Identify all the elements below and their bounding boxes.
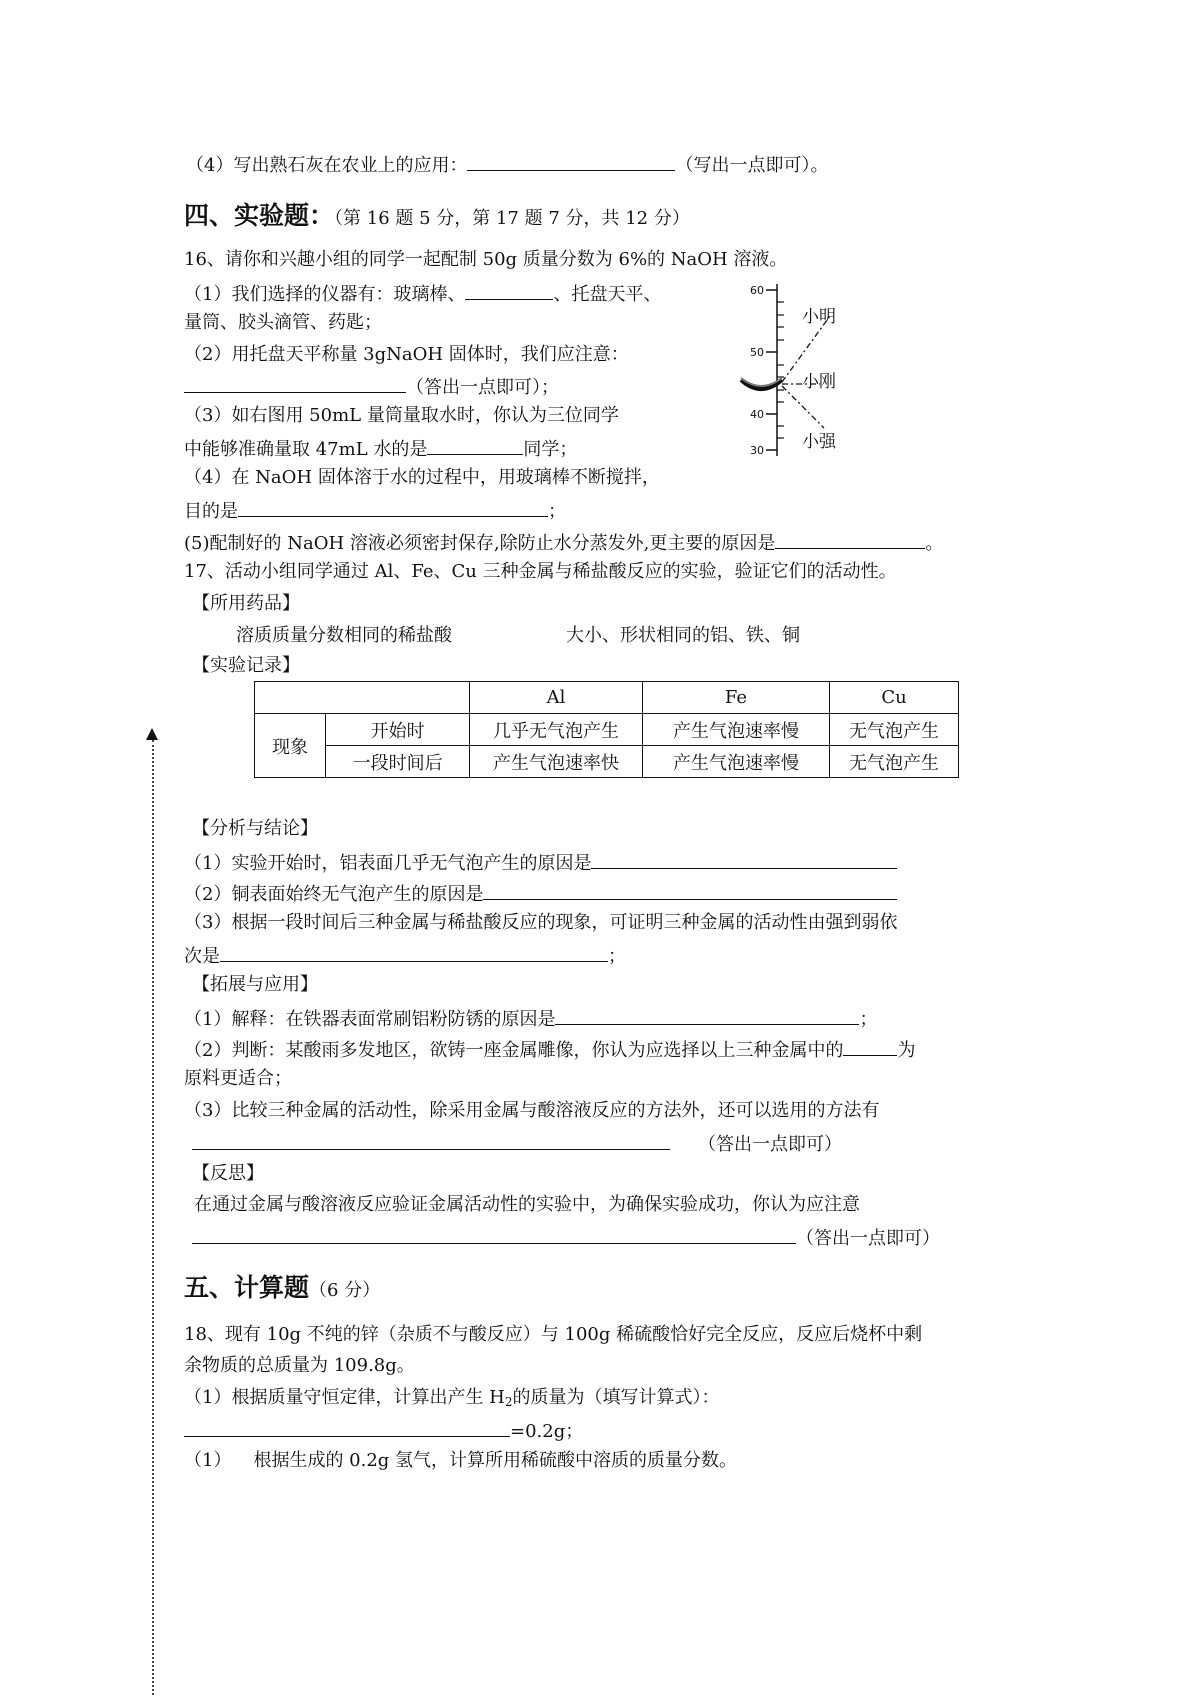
q17-reflect-1: 在通过金属与酸溶液反应验证金属活动性的实验中，为确保实验成功，你认为应注意 <box>194 1194 860 1215</box>
answer-blank[interactable] <box>427 435 523 455</box>
label-xiaogang: 小刚 <box>802 372 836 392</box>
table-cell: 无气泡产生 <box>830 714 959 746</box>
q18-part1: （1）根据质量守恒定律，计算出产生 $H_2$的质量为（填写计算式）： <box>184 1387 720 1409</box>
q16-part2-cont: （答出一点即可）； <box>184 373 559 400</box>
q18-intro: 18、现有 10g 不纯的锌（杂质不与酸反应）与 100g 稀硫酸恰好完全反应，反应后烧杯中剩 <box>184 1324 923 1345</box>
q16-part2: （2）用托盘天平称量 3gNaOH 固体时，我们应注意： <box>184 344 629 365</box>
q17-record-title: 【实验记录】 <box>192 655 300 676</box>
answer-blank[interactable] <box>238 497 548 517</box>
q17-reflect-title: 【反思】 <box>192 1163 264 1184</box>
answer-blank[interactable] <box>555 1005 859 1025</box>
table-row <box>255 746 959 778</box>
table-cell: 产生气泡速率快 <box>470 746 643 778</box>
label-xiaoming: 小明 <box>802 307 836 327</box>
sight-line-bottom <box>782 386 824 428</box>
table-cell: 无气泡产生 <box>830 746 959 778</box>
table-header-cu: Cu <box>830 682 959 714</box>
q17-reflect-2: （答出一点即可） <box>192 1224 940 1251</box>
q16-intro: 16、请你和兴趣小组的同学一起配制 50g 质量分数为 6%的 NaOH 溶液。 <box>184 249 788 270</box>
q17-analysis-3-cont: 次是 ； <box>184 942 626 969</box>
table-cell: 几乎无气泡产生 <box>470 714 643 746</box>
q15-part4: （4）写出熟石灰在农业上的应用： （写出一点即可）。 <box>186 151 828 178</box>
answer-blank[interactable] <box>775 529 925 549</box>
answer-blank[interactable] <box>220 942 608 962</box>
table-row-time: 开始时 <box>326 714 470 746</box>
q17-drug1: 溶质质量分数相同的稀盐酸 <box>236 625 452 646</box>
q16-part1-cont: 量筒、胶头滴管、药匙； <box>184 312 382 333</box>
q18-intro-cont: 余物质的总质量为 109.8g。 <box>184 1355 415 1376</box>
measuring-cylinder-figure <box>738 276 888 466</box>
tick-label-50: 50 <box>750 346 764 359</box>
table-header-fe: Fe <box>643 682 830 714</box>
q17-analysis-title: 【分析与结论】 <box>192 818 318 839</box>
table-header-row <box>255 682 959 714</box>
q17-drugs-title: 【所用药品】 <box>192 593 300 614</box>
answer-blank[interactable] <box>591 849 897 869</box>
q18-part2: （1） 根据生成的 0.2g 氢气，计算所用稀硫酸中溶质的质量分数。 <box>184 1450 738 1471</box>
q17-analysis-2: （2）铜表面始终无气泡产生的原因是 <box>184 880 897 907</box>
margin-arrow-icon <box>146 728 158 740</box>
tick-label-60: 60 <box>750 284 764 297</box>
q17-drug2: 大小、形状相同的铝、铁、铜 <box>566 625 800 646</box>
binding-line <box>152 740 154 1695</box>
q16-part1: （1）我们选择的仪器有：玻璃棒、 、托盘天平、 <box>184 280 661 307</box>
q16-part3: （3）如右图用 50mL 量筒量取水时，你认为三位同学 <box>184 405 619 426</box>
table-row <box>255 714 959 746</box>
answer-blank[interactable] <box>184 1417 510 1437</box>
q17-ext-1: （1）解释：在铁器表面常刷铝粉防锈的原因是 ； <box>184 1005 877 1032</box>
label-xiaoqiang: 小强 <box>802 432 836 452</box>
q17-ext-3-cont: （答出一点即可） <box>192 1130 842 1157</box>
answer-blank[interactable] <box>483 880 897 900</box>
q17-analysis-3: （3）根据一段时间后三种金属与稀盐酸反应的现象，可证明三种金属的活动性由强到弱依 <box>184 912 898 933</box>
answer-blank[interactable] <box>192 1224 796 1244</box>
q17-ext-2-cont: 原料更适合； <box>184 1068 292 1089</box>
table-cell: 产生气泡速率慢 <box>643 714 830 746</box>
q17-ext-3: （3）比较三种金属的活动性，除采用金属与酸溶液反应的方法外，还可以选用的方法有 <box>184 1100 880 1121</box>
tick-label-30: 30 <box>750 444 764 457</box>
q17-ext-title: 【拓展与应用】 <box>192 974 318 995</box>
table-row-label: 现象 <box>255 714 326 778</box>
experiment-record-table <box>254 681 959 778</box>
table-header-al: Al <box>470 682 643 714</box>
section5-heading: 五、计算题（6 分） <box>184 1273 381 1302</box>
table-cell: 产生气泡速率慢 <box>643 746 830 778</box>
answer-blank[interactable] <box>192 1130 670 1150</box>
answer-blank[interactable] <box>843 1036 897 1056</box>
q16-part5: (5)配制好的 NaOH 溶液必须密封保存,除防止水分蒸发外,更主要的原因是 。 <box>184 529 943 556</box>
answer-blank[interactable] <box>467 151 675 171</box>
q16-part3-cont: 中能够准确量取 47mL 水的是 同学； <box>184 435 577 462</box>
tick-label-40: 40 <box>750 408 764 421</box>
q16-part4-cont: 目的是 ； <box>184 497 566 524</box>
q16-part4: （4）在 NaOH 固体溶于水的过程中，用玻璃棒不断搅拌， <box>184 467 660 488</box>
table-header-blank <box>255 682 470 714</box>
answer-blank[interactable] <box>184 373 406 393</box>
answer-blank[interactable] <box>465 280 553 300</box>
q17-analysis-1: （1）实验开始时，铝表面几乎无气泡产生的原因是 <box>184 849 897 876</box>
q17-intro: 17、活动小组同学通过 Al、Fe、Cu 三种金属与稀盐酸反应的实验，验证它们的活动性。 <box>184 561 897 582</box>
q17-ext-2: （2）判断：某酸雨多发地区，欲铸一座金属雕像，你认为应选择以上三种金属中的 为 <box>184 1036 915 1063</box>
q18-part1-cont: =0.2g； <box>184 1417 583 1444</box>
table-row-time: 一段时间后 <box>326 746 470 778</box>
section4-heading: 四、实验题：（第 16 题 5 分，第 17 题 7 分，共 12 分） <box>184 201 690 230</box>
